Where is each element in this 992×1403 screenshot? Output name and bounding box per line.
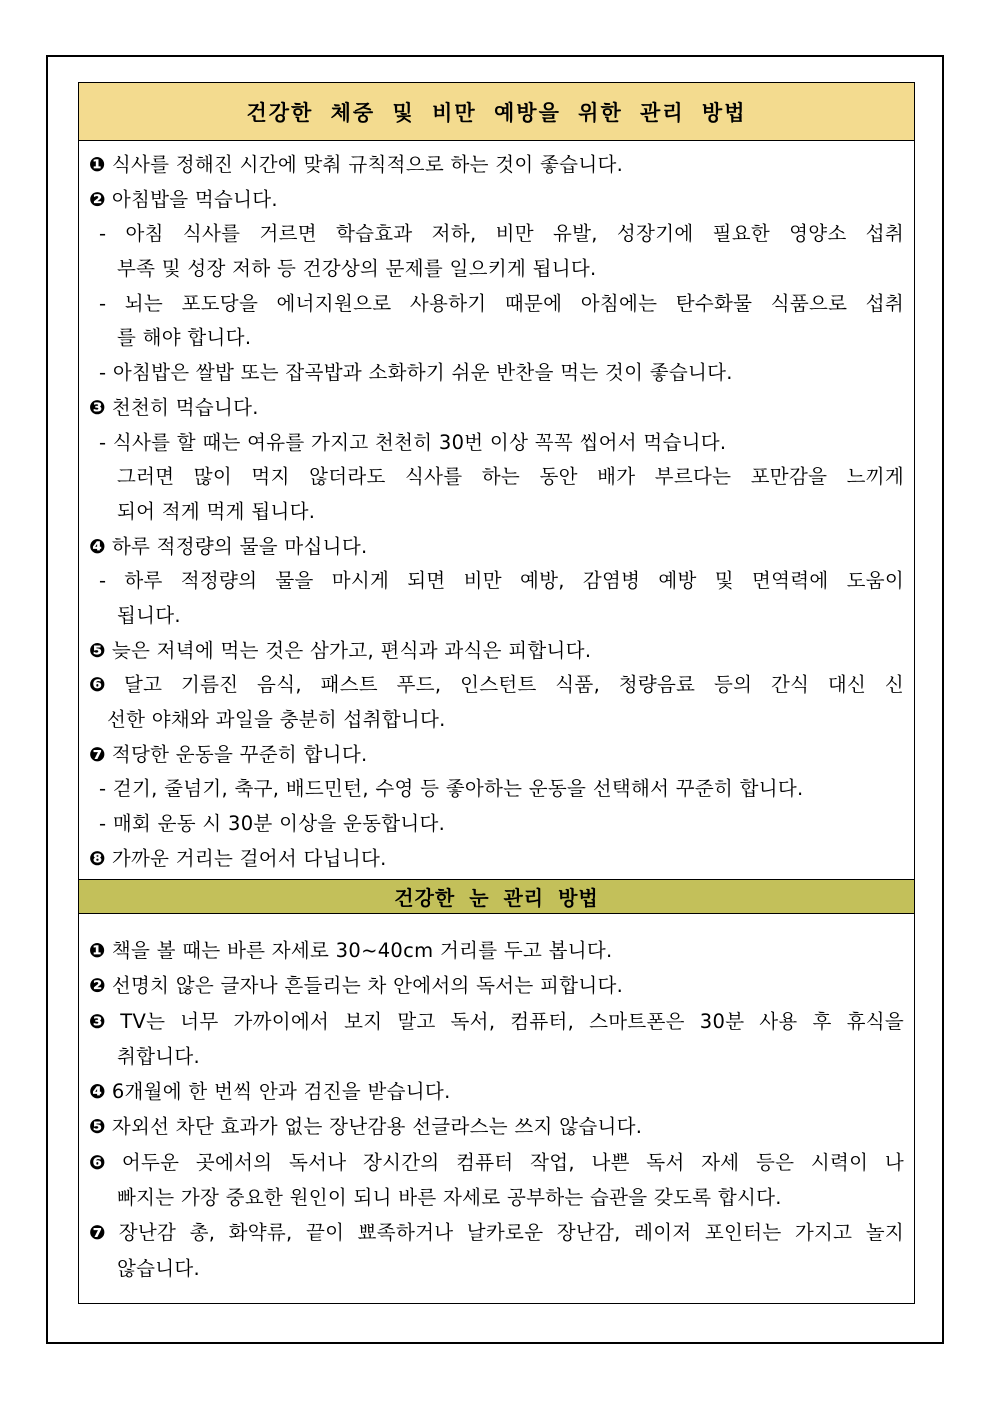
- number-marker: ❽: [89, 846, 106, 870]
- continuation-text: 취합니다.: [117, 1044, 201, 1068]
- number-marker: ❼: [89, 1221, 113, 1245]
- list-item: [89, 634, 904, 669]
- list-item: [89, 968, 904, 1003]
- list-item: [89, 933, 904, 968]
- number-marker: ❻: [89, 1150, 116, 1174]
- sub-item: - 식사를 할 때는 여유를 가지고 천천히 30번 이상 꼭꼭 씹어서 먹습니다.: [99, 430, 727, 454]
- number-marker: ❶: [89, 153, 106, 176]
- sub-item: - 뇌는 포도당을 에너지원으로 사용하기 때문에 아침에는 탄수화물 식품으로 섭취: [99, 291, 904, 315]
- item-text: 식사를 정해진 시간에 맞춰 규칙적으로 하는 것이 좋습니다.: [111, 153, 624, 176]
- list-item: [89, 1145, 904, 1180]
- item-text: 달고 기름진 음식, 패스트 푸드, 인스턴트 식품, 청량음료 등의 간식 대신 신: [124, 673, 904, 697]
- sub-item: - 하루 적정량의 물을 마시게 되면 비만 예방, 감염병 예방 및 면역력에 도움이: [99, 569, 904, 593]
- continuation-text: 그러면 많이 먹지 않더라도 식사를 하는 동안 배가 부르다는 포만감을 느끼게: [117, 465, 904, 489]
- list-item: [89, 1004, 904, 1039]
- list-item: [89, 530, 904, 565]
- sub-item: - 매회 운동 시 30분 이상을 운동합니다.: [99, 812, 446, 836]
- section2-body: [89, 933, 904, 1286]
- item-text: 책을 볼 때는 바른 자세로 30~40cm 거리를 두고 봅니다.: [111, 939, 613, 962]
- number-marker: ❺: [89, 1115, 106, 1139]
- number-marker: ❺: [89, 638, 106, 662]
- number-marker: ❷: [89, 187, 106, 211]
- item-text: 적당한 운동을 꾸준히 합니다.: [111, 742, 368, 766]
- list-item: [89, 1215, 904, 1250]
- item-text: 아침밥을 먹습니다.: [111, 187, 278, 211]
- item-text: 하루 적정량의 물을 마십니다.: [111, 534, 368, 558]
- sub-item: - 걷기, 줄넘기, 축구, 배드민턴, 수영 등 좋아하는 운동을 선택해서 꾸준히 합니다.: [99, 777, 804, 801]
- list-item: [89, 1109, 904, 1144]
- continuation-text: 됩니다.: [117, 603, 181, 627]
- continuation-text: 않습니다.: [117, 1256, 201, 1280]
- sub-item: - 아침밥은 쌀밥 또는 잡곡밥과 소화하기 쉬운 반찬을 먹는 것이 좋습니다.: [99, 361, 733, 385]
- continuation-text: 를 해야 합니다.: [117, 326, 252, 350]
- number-marker: ❸: [89, 1009, 115, 1033]
- item-text: 어두운 곳에서의 독서나 장시간의 컴퓨터 작업, 나쁜 독서 자세 등은 시력이 나: [121, 1150, 904, 1174]
- list-item: [89, 183, 904, 218]
- number-marker: ❹: [89, 534, 106, 558]
- continuation-text: 부족 및 성장 저하 등 건강상의 문제를 일으키게 됩니다.: [117, 257, 597, 281]
- section1-title: 건강한 체중 및 비만 예방을 위한 관리 방법: [79, 83, 914, 141]
- continuation-text: 빠지는 가장 중요한 원인이 되니 바른 자세로 공부하는 습관을 갖도록 합시다.: [117, 1186, 782, 1210]
- number-marker: ❷: [89, 974, 106, 998]
- continuation-text: 선한 야채와 과일을 충분히 섭취합니다.: [107, 708, 446, 731]
- item-text: 가까운 거리는 걸어서 다닙니다.: [111, 846, 387, 870]
- item-text: 자외선 차단 효과가 없는 장난감용 선글라스는 쓰지 않습니다.: [111, 1115, 643, 1139]
- item-text: 선명치 않은 글자나 흔들리는 차 안에서의 독서는 피합니다.: [111, 974, 624, 998]
- item-text: 천천히 먹습니다.: [111, 395, 259, 419]
- content-box: [78, 82, 915, 1304]
- continuation-text: 되어 적게 먹게 됩니다.: [117, 499, 316, 523]
- number-marker: ❹: [89, 1080, 106, 1104]
- list-item: [89, 148, 904, 183]
- number-marker: ❸: [89, 395, 106, 419]
- list-item: [89, 1074, 904, 1109]
- item-text: 장난감 총, 화약류, 끝이 뾰족하거나 날카로운 장난감, 레이저 포인터는 가지고 놀지: [118, 1221, 904, 1245]
- number-marker: ❻: [89, 673, 118, 697]
- number-marker: ❶: [89, 939, 106, 962]
- list-item: [89, 738, 904, 773]
- item-text: TV는 너무 가까이에서 보지 말고 독서, 컴퓨터, 스마트폰은 30분 사용 후 휴식을: [120, 1009, 904, 1033]
- item-text: 6개월에 한 번씩 안과 검진을 받습니다.: [111, 1080, 451, 1104]
- list-item: [89, 668, 904, 703]
- sub-item: - 아침 식사를 거르면 학습효과 저하, 비만 유발, 성장기에 필요한 영양소 섭취: [99, 222, 904, 246]
- section2-title: 건강한 눈 관리 방법: [79, 879, 914, 914]
- list-item: [89, 842, 904, 877]
- number-marker: ❼: [89, 742, 106, 766]
- section1-body: [89, 148, 904, 876]
- item-text: 늦은 저녁에 먹는 것은 삼가고, 편식과 과식은 피합니다.: [111, 638, 592, 662]
- list-item: [89, 391, 904, 426]
